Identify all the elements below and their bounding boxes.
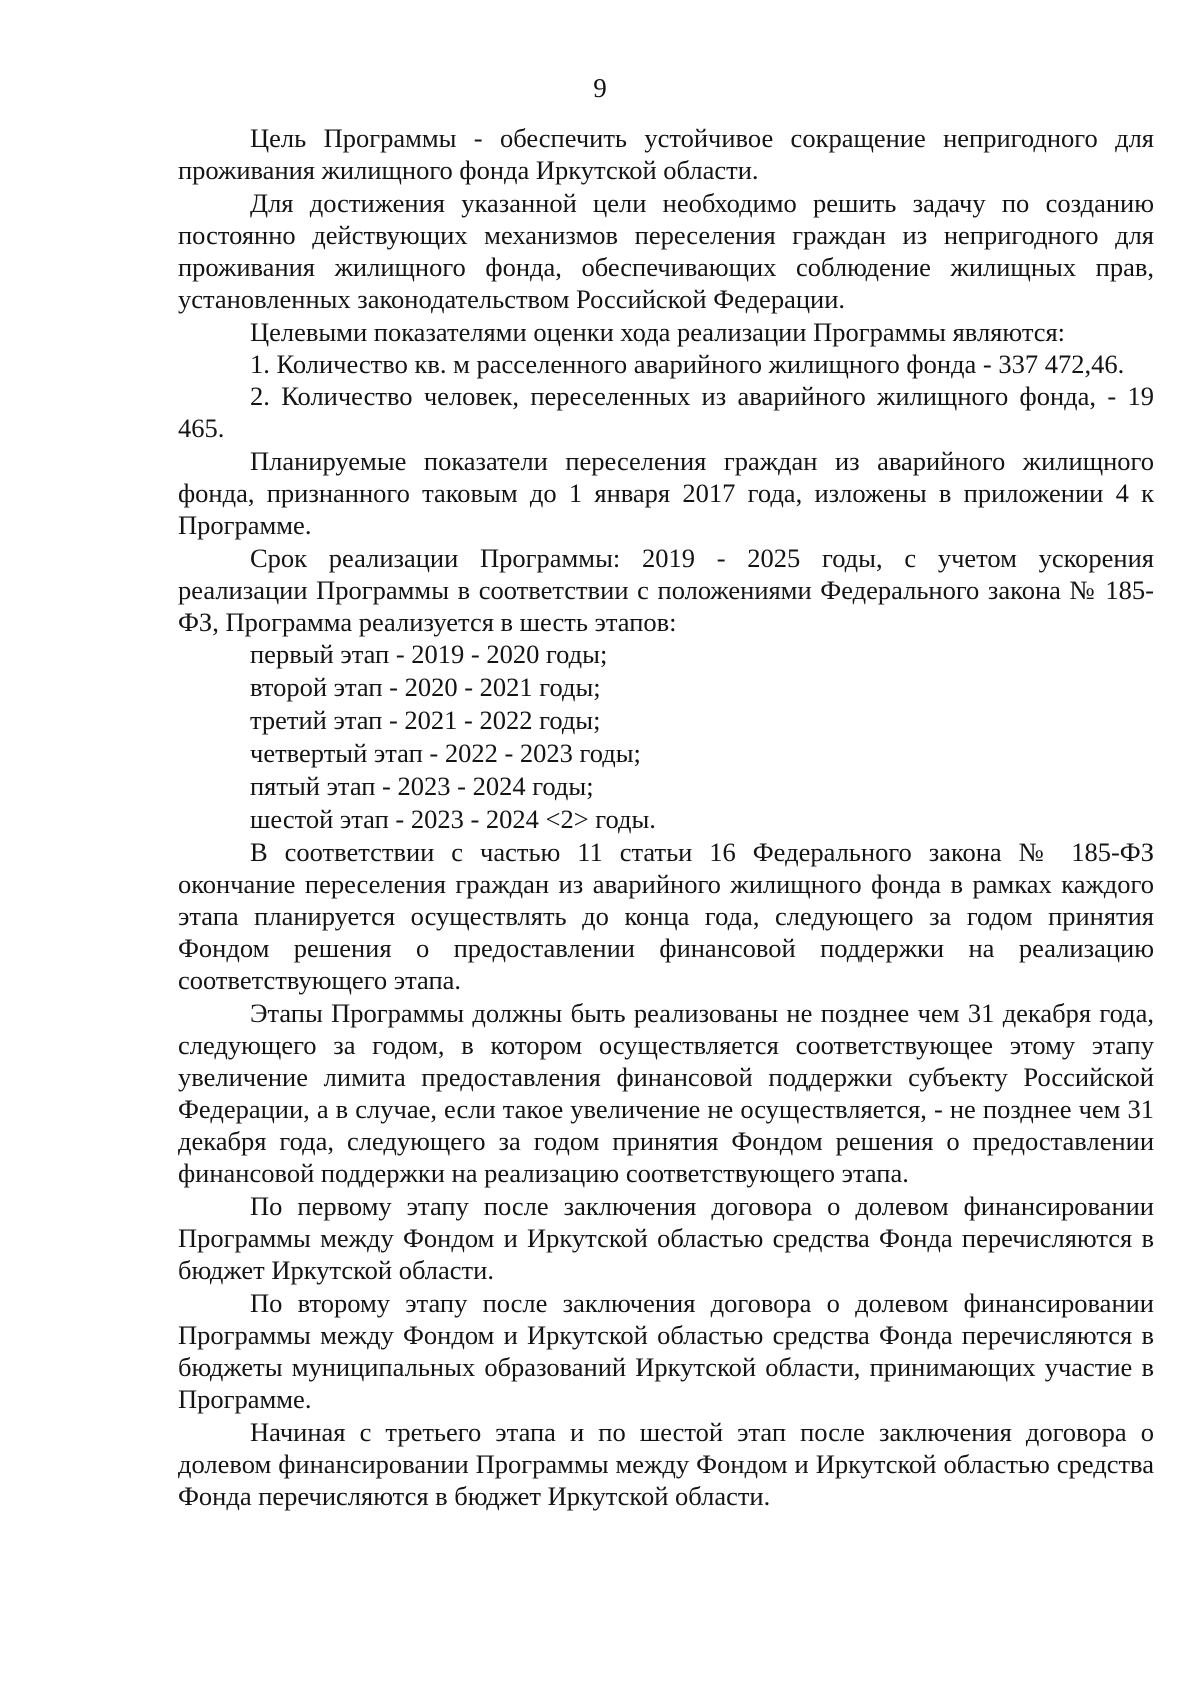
paragraph-task: Для достижения указанной цели необходимо решить задачу по созданию постоянно действующих механизмов переселения граждан из непригодного для проживания жилищного фонда, обеспечивающих соблюдение жилищных прав, установленных законодательством Российской Федерации. [178,188,1154,314]
paragraph-resettlement-deadline: В соответствии с частью 11 статьи 16 Федерального закона № 185-ФЗ окончание переселения граждан из аварийного жилищного фонда в рамках каждого этапа планируется осуществлять до конца года, следующего за годом принятия Фондом решения о предоставлении финансовой поддержки на реализацию соответствующего этапа. [178,837,1154,995]
paragraph-second-stage-funding: По второму этапу после заключения договора о долевом финансировании Программы между Фондом и Иркутской областью средства Фонда перечисляются в бюджеты муниципальных образований Иркутской области, принимающих участие в Программе. [178,1288,1154,1414]
stage-list [178,638,1154,835]
paragraph-stage-completion: Этапы Программы должны быть реализованы не позднее чем 31 декабря года, следующего за годом, в котором осуществляется соответствующее этому этапу увеличение лимита предоставления финансовой поддержки субъекту Российской Федерации, а в случае, если такое увеличение не осуществляется, - не позднее чем 31 декабря года, следующего за годом принятия Фондом решения о предоставлении финансовой поддержки на реализацию соответствующего этапа. [178,998,1154,1188]
stage-item: шестой этап - 2023 - 2024 <2> годы. [250,804,656,834]
paragraph-implementation-period: Срок реализации Программы: 2019 - 2025 годы, с учетом ускорения реализации Программы в соответствии с положениями Федерального закона № 185-ФЗ, Программа реализуется в шесть этапов: [178,543,1154,637]
paragraph-later-stages-funding: Начиная с третьего этапа и по шестой этап после заключения договора о долевом финансировании Программы между Фондом и Иркутской областью средства Фонда перечисляются в бюджет Иркутской области. [178,1417,1154,1511]
document-body [178,122,1154,1513]
paragraph-indicators-intro: Целевыми показателями оценки хода реализации Программы являются: [250,317,1066,347]
paragraph-first-stage-funding: По первому этапу после заключения договора о долевом финансировании Программы между Фондом и Иркутской областью средства Фонда перечисляются в бюджет Иркутской области. [178,1191,1154,1285]
paragraph-planned-indicators: Планируемые показатели переселения граждан из аварийного жилищного фонда, признанного таковым до 1 января 2017 года, изложены в приложении 4 к Программе. [178,446,1154,540]
paragraph-indicator-people: 2. Количество человек, переселенных из аварийного жилищного фонда, - 19 465. [178,381,1154,443]
paragraph-goal: Цель Программы - обеспечить устойчивое сокращение непригодного для проживания жилищного фонда Иркутской области. [178,123,1154,185]
stage-item: пятый этап - 2023 - 2024 годы; [250,771,594,801]
page-number: 9 [593,73,607,103]
stage-item: третий этап - 2021 - 2022 годы; [250,705,601,735]
paragraph-indicator-area: 1. Количество кв. м расселенного аварийного жилищного фонда - 337 472,46. [250,349,1125,379]
stage-item: четвертый этап - 2022 - 2023 годы; [250,738,641,768]
stage-item: второй этап - 2020 - 2021 годы; [250,672,601,702]
stage-item: первый этап - 2019 - 2020 годы; [250,639,608,669]
